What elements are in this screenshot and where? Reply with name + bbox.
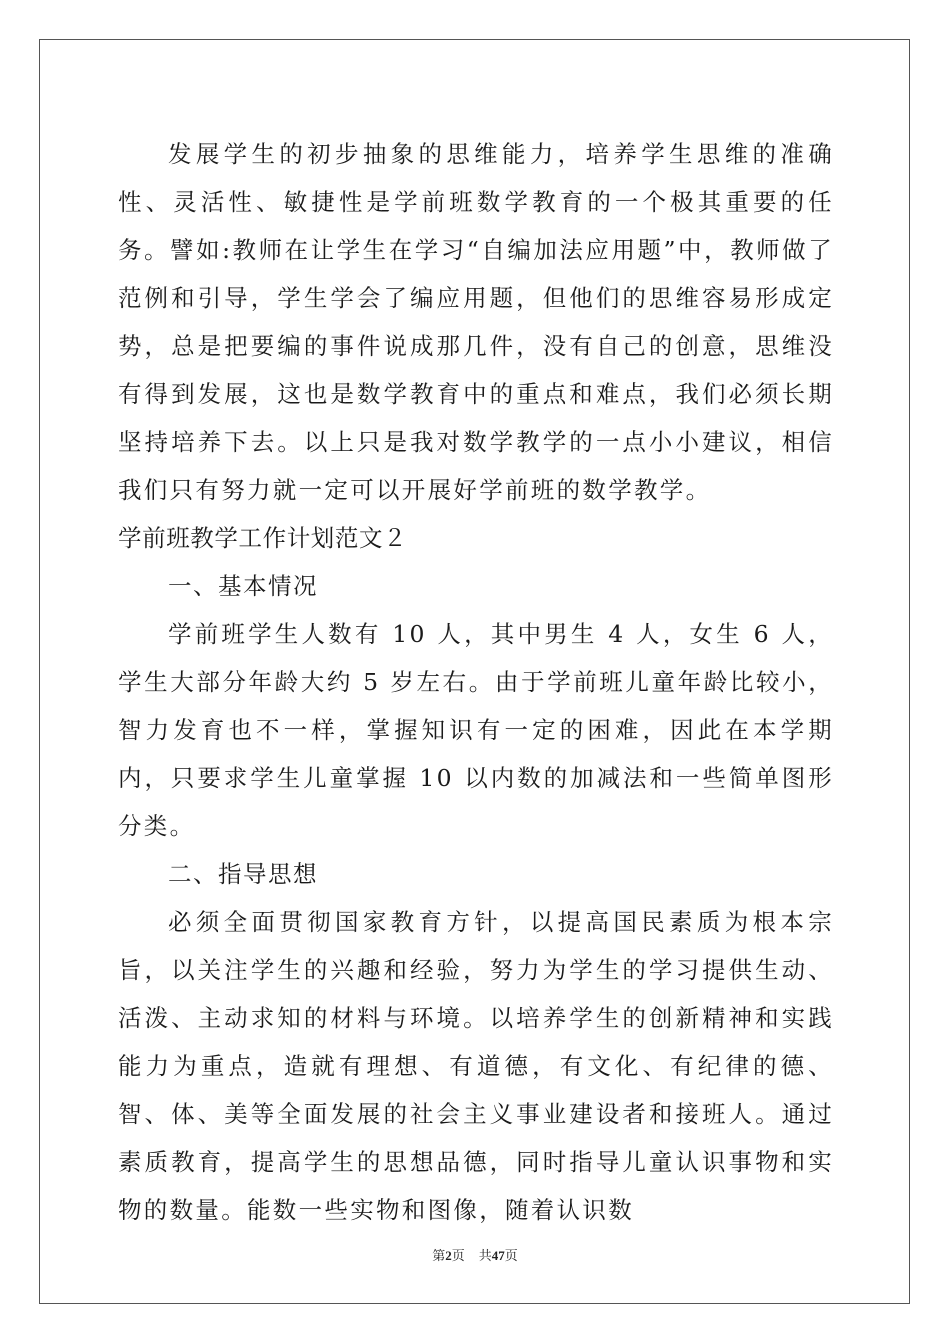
section-heading-basic-situation: 一、基本情况 — [168, 572, 318, 600]
paragraph-guiding-ideology: 必须全面贯彻国家教育方针，以提高国民素质为根本宗旨，以关注学生的兴趣和经验，努力为学生的学习提供生动、活泼、主动求知的材料与环境。以培养学生的创新精神和实践能力为重点，造就有理想、有道德，有文化、有纪律的德、智、体、美等全面发展的社会主义事业建设者和接班人。通过素质教育，提高学生的思想品德，同时指导儿童认识事物和实物的数量。能数一些实物和图像，随着认识数 — [118, 908, 834, 1224]
footer-total-prefix: 共 — [478, 1248, 492, 1263]
paragraph-math-thinking: 发展学生的初步抽象的思维能力，培养学生思维的准确性、灵活性、敏捷性是学前班数学教育的一个极其重要的任务。譬如:教师在让学生在学习“自编加法应用题”中，教师做了范例和引导，学生学会了编应用题，但他们的思维容易形成定势，总是把要编的事件说成那几件，没有自己的创意，思维没有得到发展，这也是数学教育中的重点和难点，我们必须长期坚持培养下去。以上只是我对数学教学的一点小小建议，相信我们只有努力就一定可以开展好学前班的数学教学。 — [118, 140, 834, 504]
paragraph-basic-situation: 学前班学生人数有 10 人，其中男生 4 人，女生 6 人，学生大部分年龄大约 5 岁左右。由于学前班儿童年龄比较小，智力发育也不一样，掌握知识有一定的困难，因此在本学期内，只要求学生儿童掌握 10 以内数的加减法和一些简单图形分类。 — [118, 620, 834, 840]
footer-page-number: 2 — [445, 1248, 452, 1263]
footer-page-suffix: 页 — [451, 1248, 465, 1263]
footer-total-pages: 47 — [491, 1248, 505, 1263]
document-body — [118, 130, 834, 1234]
document-title-2: 学前班教学工作计划范文２ — [118, 524, 408, 552]
page-footer — [0, 1246, 950, 1266]
footer-total-suffix: 页 — [504, 1248, 518, 1263]
section-heading-guiding-ideology: 二、指导思想 — [168, 860, 318, 888]
footer-page-prefix: 第 — [432, 1248, 446, 1263]
